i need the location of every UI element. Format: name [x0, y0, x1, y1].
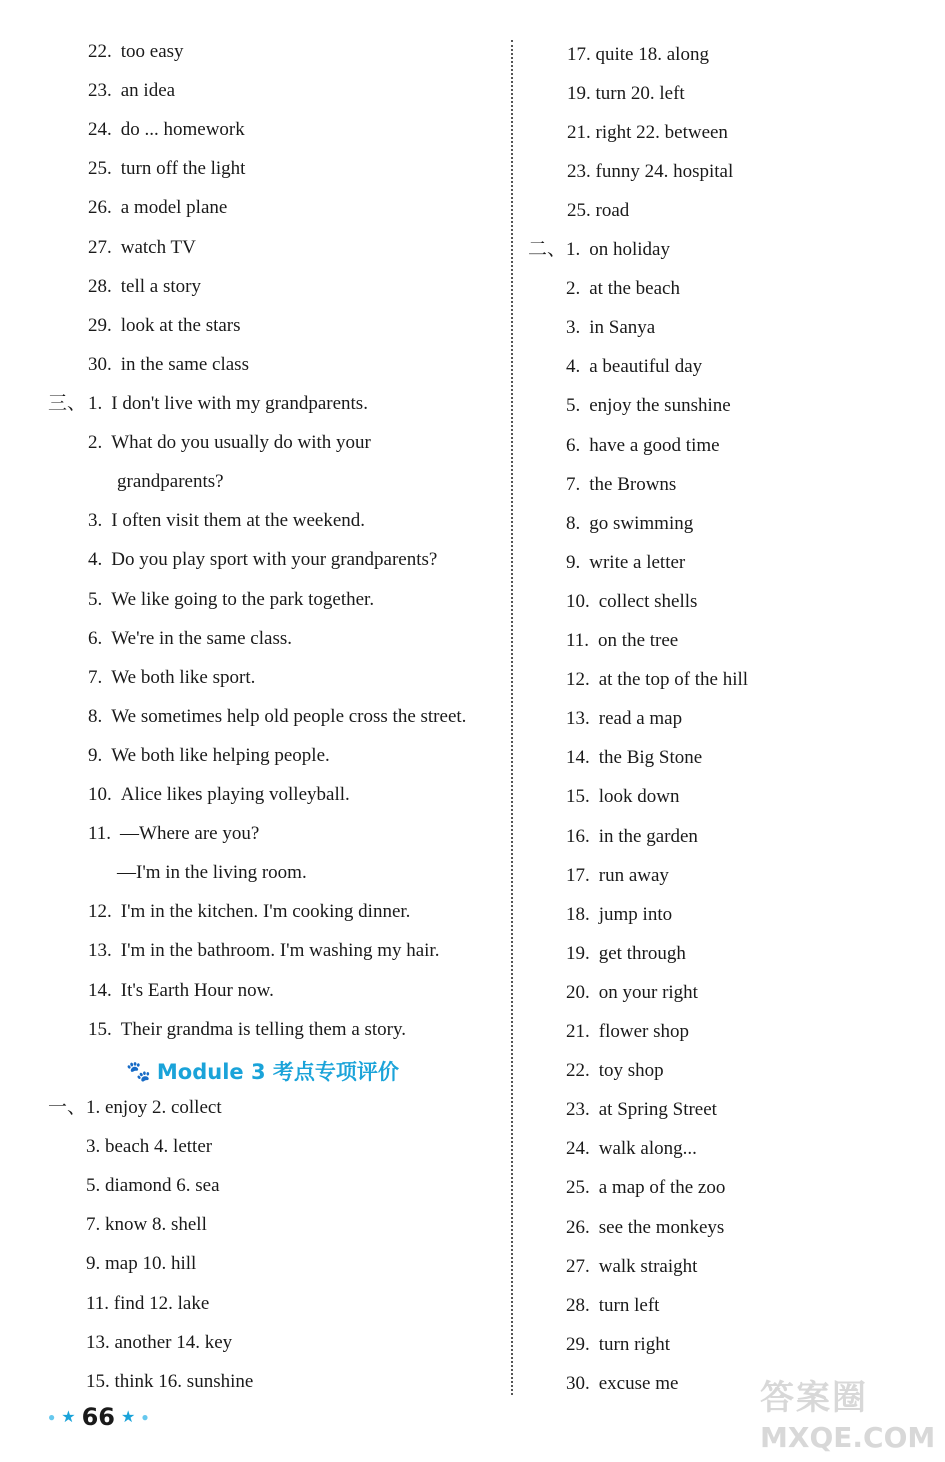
list-item — [566, 316, 655, 340]
item-text: enjoy the sunshine — [589, 395, 731, 417]
answer-row — [86, 1292, 209, 1316]
item-text: have a good time — [589, 434, 720, 456]
answer-row — [567, 82, 685, 106]
item-number: 23. — [566, 1099, 590, 1121]
item-number: 6. — [566, 434, 581, 456]
item-number: 11. — [566, 630, 590, 651]
list-item-continuation — [117, 861, 307, 885]
module-title — [126, 1056, 399, 1086]
list-item — [88, 157, 245, 181]
item-text: turn off the light — [120, 158, 246, 180]
list-item — [566, 785, 680, 809]
answer-row — [86, 1096, 222, 1120]
list-item — [88, 822, 259, 846]
item-text: It's Earth Hour now. — [120, 979, 274, 1001]
list-item — [88, 196, 227, 220]
star-icon: ★ — [121, 1409, 136, 1426]
item-text: 19. turn 20. left — [567, 83, 685, 105]
list-item — [88, 353, 249, 377]
item-number: 1. — [88, 393, 103, 414]
list-item — [88, 588, 374, 612]
answer-row — [567, 160, 733, 184]
item-number: 6. — [88, 627, 103, 649]
item-text: turn left — [598, 1294, 660, 1316]
watermark-line1: 答案圈 — [760, 1378, 868, 1418]
answer-row — [86, 1213, 207, 1237]
section-label: 一、 — [48, 1097, 87, 1118]
item-text: on your right — [598, 981, 698, 1003]
list-item — [88, 939, 439, 963]
item-text: at the beach — [589, 278, 680, 300]
list-item — [566, 473, 676, 497]
answer-row — [86, 1135, 212, 1159]
paw-icon: 🐾 — [126, 1059, 151, 1083]
item-text: We sometimes help old people cross the street. — [111, 705, 467, 727]
list-item — [88, 118, 245, 142]
list-item — [566, 981, 698, 1005]
list-item — [88, 431, 371, 455]
item-number: 7. — [566, 473, 581, 495]
section-label: 二、 — [528, 239, 567, 260]
item-number: 22. — [88, 41, 112, 62]
item-number: 4. — [88, 549, 103, 571]
list-item — [566, 942, 686, 966]
list-item — [566, 1372, 678, 1396]
item-number: 13. — [566, 708, 590, 730]
answer-row — [86, 1370, 253, 1394]
list-item — [566, 903, 672, 927]
item-number: 4. — [566, 356, 581, 378]
list-item — [566, 1176, 725, 1200]
list-item — [566, 1216, 724, 1240]
list-item — [88, 666, 255, 690]
answer-row — [567, 199, 629, 223]
item-text: —I'm in the living room. — [117, 862, 307, 884]
item-text: 7. know 8. shell — [86, 1214, 207, 1236]
column-divider — [511, 40, 513, 1395]
item-number: 18. — [566, 903, 590, 925]
item-text: write a letter — [589, 551, 686, 573]
item-text: 15. think 16. sunshine — [86, 1370, 254, 1392]
item-number: 13. — [88, 940, 112, 962]
list-item — [566, 629, 678, 653]
list-item — [566, 707, 682, 731]
item-text: walk along... — [598, 1138, 697, 1160]
answer-row — [567, 121, 728, 145]
item-text: look at the stars — [120, 314, 241, 336]
item-number: 30. — [88, 353, 112, 375]
item-number: 24. — [88, 119, 112, 141]
module-title-text: Module 3 考点专项评价 — [156, 1060, 399, 1084]
item-text: turn right — [598, 1333, 670, 1355]
item-text: flower shop — [598, 1021, 689, 1042]
item-number: 29. — [88, 314, 112, 336]
item-text: I'm in the kitchen. I'm cooking dinner. — [120, 901, 411, 923]
item-number: 28. — [88, 275, 112, 297]
dot-icon: ● — [141, 1409, 149, 1424]
item-text: 1. enjoy 2. collect — [86, 1097, 222, 1118]
list-item — [566, 825, 698, 849]
list-item — [88, 783, 350, 807]
list-item-continuation — [117, 470, 224, 494]
item-number: 27. — [566, 1255, 590, 1277]
item-number: 12. — [566, 669, 590, 691]
item-text: 23. funny 24. hospital — [567, 161, 734, 183]
item-number: 2. — [566, 278, 581, 300]
item-text: Do you play sport with your grandparents? — [111, 549, 438, 571]
item-number: 5. — [566, 395, 581, 417]
item-text: a map of the zoo — [598, 1177, 726, 1199]
item-text: the Big Stone — [598, 747, 703, 769]
item-number: 17. — [566, 864, 590, 886]
list-item — [88, 979, 274, 1003]
item-text: 9. map 10. hill — [86, 1253, 197, 1275]
item-text: Alice likes playing volleyball. — [120, 784, 350, 805]
list-item — [566, 1059, 664, 1083]
item-text: at the top of the hill — [598, 669, 749, 691]
item-number: 8. — [566, 512, 581, 534]
item-text: collect shells — [598, 590, 698, 612]
list-item — [566, 1255, 697, 1279]
list-item — [566, 590, 697, 614]
item-text: at Spring Street — [598, 1099, 717, 1121]
page-footer — [48, 1402, 149, 1432]
list-item — [88, 314, 241, 338]
list-item — [88, 1018, 406, 1042]
list-item — [566, 1098, 717, 1122]
item-number: 10. — [88, 784, 112, 805]
item-text: get through — [598, 942, 686, 964]
item-number: 26. — [566, 1216, 590, 1238]
item-text: We both like helping people. — [111, 744, 330, 766]
list-item — [88, 392, 368, 416]
item-text: We're in the same class. — [111, 627, 292, 649]
list-item — [88, 40, 184, 64]
answer-row — [86, 1174, 220, 1198]
list-item — [88, 275, 201, 299]
item-text: 13. another 14. key — [86, 1331, 233, 1353]
item-number: 15. — [566, 786, 590, 808]
item-text: I don't live with my grandparents. — [111, 393, 368, 414]
item-number: 28. — [566, 1294, 590, 1316]
item-number: 10. — [566, 590, 590, 612]
page-number: 66 — [81, 1403, 115, 1431]
answer-row — [86, 1331, 232, 1355]
list-item — [88, 900, 410, 924]
item-number: 11. — [88, 823, 112, 845]
item-text: do ... homework — [120, 119, 245, 141]
item-text: in the garden — [598, 825, 698, 847]
item-text: read a map — [598, 708, 683, 730]
list-item — [88, 236, 196, 260]
item-text: run away — [598, 864, 669, 886]
list-item — [566, 551, 685, 575]
item-number: 15. — [88, 1018, 112, 1040]
item-number: 3. — [566, 317, 581, 339]
item-text: We like going to the park together. — [111, 588, 375, 610]
item-text: too easy — [120, 41, 184, 62]
item-text: 17. quite 18. along — [567, 44, 709, 65]
item-number: 30. — [566, 1372, 590, 1394]
item-number: 3. — [88, 510, 103, 532]
item-number: 16. — [566, 825, 590, 847]
item-text: Their grandma is telling them a story. — [120, 1018, 407, 1040]
list-item — [88, 705, 466, 729]
item-number: 9. — [566, 551, 581, 573]
item-text: the Browns — [589, 473, 677, 495]
item-text: look down — [598, 786, 680, 808]
star-icon: ★ — [61, 1409, 76, 1426]
answer-row — [567, 43, 709, 67]
item-text: in Sanya — [589, 317, 656, 339]
list-item — [566, 746, 702, 770]
item-text: excuse me — [598, 1372, 679, 1394]
item-number: 19. — [566, 942, 590, 964]
item-text: on holiday — [589, 239, 670, 260]
item-number: 8. — [88, 705, 103, 727]
item-text: I'm in the bathroom. I'm washing my hair. — [120, 940, 440, 962]
item-number: 26. — [88, 197, 112, 219]
item-number: 14. — [88, 979, 112, 1001]
item-text: 5. diamond 6. sea — [86, 1175, 220, 1197]
item-number: 14. — [566, 747, 590, 769]
item-text: tell a story — [120, 275, 201, 297]
item-number: 9. — [88, 744, 103, 766]
item-text: grandparents? — [117, 471, 224, 493]
item-text: watch TV — [120, 236, 196, 258]
list-item — [88, 548, 437, 572]
list-item — [566, 394, 731, 418]
item-text: What do you usually do with your — [111, 432, 371, 454]
watermark-line2: MXQE.COM — [760, 1421, 936, 1454]
item-text: see the monkeys — [598, 1216, 725, 1238]
item-text: 3. beach 4. letter — [86, 1136, 213, 1158]
item-number: 29. — [566, 1333, 590, 1355]
item-text: jump into — [598, 903, 673, 925]
item-text: 25. road — [567, 200, 630, 222]
item-text: —Where are you? — [120, 823, 260, 845]
item-text: I often visit them at the weekend. — [111, 510, 366, 532]
item-text: go swimming — [589, 512, 694, 534]
answer-row — [86, 1252, 196, 1276]
list-item — [566, 1137, 697, 1161]
item-number: 22. — [566, 1060, 590, 1082]
list-item — [88, 744, 330, 768]
list-item — [566, 668, 748, 692]
item-text: walk straight — [598, 1255, 698, 1277]
item-text: 11. find 12. lake — [86, 1292, 210, 1314]
list-item — [88, 79, 175, 103]
dot-icon: ● — [48, 1409, 56, 1424]
item-text: in the same class — [120, 353, 249, 375]
item-number: 1. — [566, 239, 581, 260]
list-item — [566, 864, 669, 888]
item-number: 27. — [88, 236, 112, 258]
list-item — [566, 512, 693, 536]
item-number: 21. — [566, 1021, 590, 1042]
list-item — [566, 355, 702, 379]
item-number: 25. — [566, 1177, 590, 1199]
item-number: 12. — [88, 901, 112, 923]
list-item — [566, 1020, 689, 1044]
item-number: 25. — [88, 158, 112, 180]
item-number: 5. — [88, 588, 103, 610]
list-item — [88, 509, 365, 533]
item-text: 21. right 22. between — [567, 122, 728, 144]
item-text: on the tree — [598, 630, 679, 651]
item-number: 2. — [88, 432, 103, 454]
item-text: a beautiful day — [589, 356, 703, 378]
item-text: an idea — [120, 80, 176, 102]
item-text: We both like sport. — [111, 666, 256, 688]
list-item — [566, 1294, 659, 1318]
item-number: 24. — [566, 1138, 590, 1160]
item-text: toy shop — [598, 1060, 664, 1082]
section-label: 三、 — [48, 393, 87, 414]
item-number: 23. — [88, 80, 112, 102]
list-item — [566, 277, 680, 301]
list-item — [566, 434, 720, 458]
list-item — [566, 238, 670, 262]
item-number: 20. — [566, 981, 590, 1003]
item-number: 7. — [88, 666, 103, 688]
item-text: a model plane — [120, 197, 228, 219]
list-item — [566, 1333, 670, 1357]
list-item — [88, 627, 292, 651]
watermark — [760, 1370, 940, 1460]
